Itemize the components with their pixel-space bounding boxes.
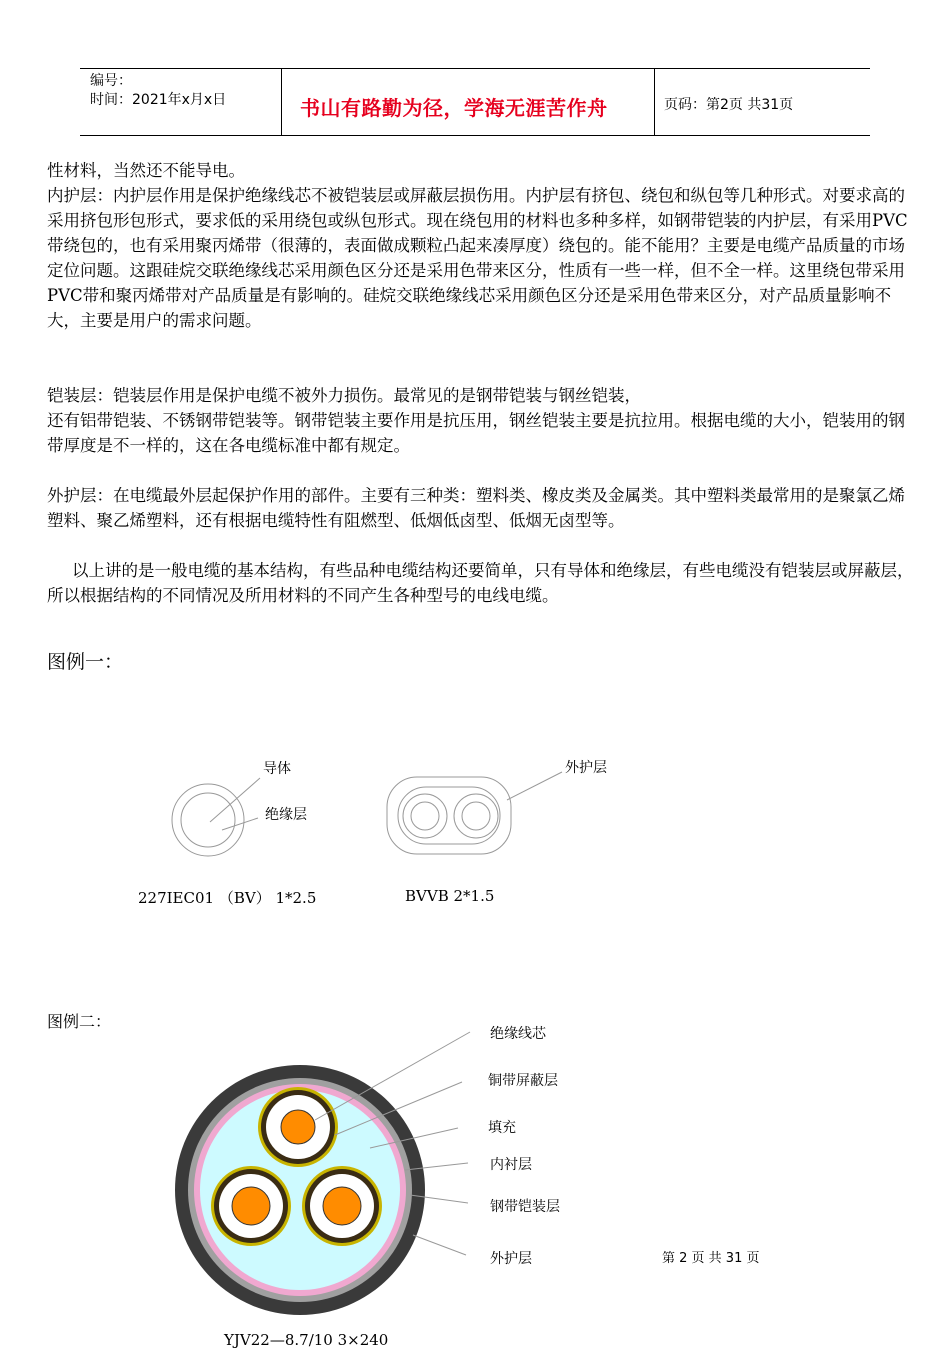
header-page-number: 页码：第2页 共31页: [664, 97, 794, 113]
page-footer: 第 2 页 共 31 页: [662, 1251, 760, 1266]
label-filler: 填充: [488, 1120, 516, 1136]
label-insulated-core: 绝缘线芯: [490, 1026, 546, 1042]
paragraph-armor-line1: 铠装层：铠装层作用是保护电缆不被外力损伤。最常见的是钢带铠装与钢丝铠装，: [47, 386, 641, 405]
label-conductor: 导体: [263, 761, 291, 777]
header-time: 时间：2021年x月x日: [90, 92, 227, 108]
label-outer-sheath-fig1: 外护层: [565, 760, 607, 776]
paragraph-1: 性材料，当然还不能导电。: [47, 161, 245, 180]
figure1-title: 图例一：: [47, 651, 124, 673]
core-top: [258, 1087, 338, 1167]
paragraph-inner-sheath: 内护层：内护层作用是保护绝缘线芯不被铠装层或屏蔽层损伤用。内护层有挤包、绕包和纵包等几种形式。对要求高的采用挤包形包形式，要求低的采用绕包或纵包形式。现在绕包用的材料也多种多样，如钢带铠装的内护层，有采用PVC带绕包的，也有采用聚丙烯带（很薄的，表面做成颗粒凸起来凑厚度）绕包的。能不能用？主要是电缆产品质量的市场定位问题。这跟硅烷交联绝缘线芯采用颜色区分还是采用色带来区分，性质有一些一样，但不全一样。这里绕包带采用PVC带和聚丙烯带对产品质量是有影响的。硅烷交联绝缘线芯采用颜色区分还是采用色带来区分，对产品质量影响不大，主要是用户的需求问题。: [47, 186, 908, 330]
header-motto: 书山有路勤为径，学海无涯苦作舟: [300, 96, 608, 120]
label-outer-sheath-fig2: 外护层: [490, 1251, 532, 1267]
figure2-cable-cross-section: [175, 1032, 470, 1315]
label-insulation: 绝缘层: [265, 807, 307, 823]
core-bottom-left: [211, 1166, 291, 1246]
paragraph-summary: 以上讲的是一般电缆的基本结构，有些品种电缆结构还要简单，只有导体和绝缘层，有些电缆没有铠装层或屏蔽层，所以根据结构的不同情况及所用材料的不同产生各种型号的电线电缆。: [47, 561, 914, 605]
label-inner-lining: 内衬层: [490, 1157, 532, 1173]
label-copper-shield: 铜带屏蔽层: [488, 1073, 558, 1089]
label-steel-armor: 钢带铠装层: [490, 1199, 560, 1215]
caption-yjv22: YJV22—8.7/10 3×240: [224, 1331, 389, 1349]
header-number: 编号：: [90, 73, 132, 89]
figure2-title: 图例二：: [47, 1012, 112, 1031]
figure1-flat-cable: [387, 772, 562, 854]
paragraph-armor-line2: 还有铝带铠装、不锈钢带铠装等。钢带铠装主要作用是抗压用，钢丝铠装主要是抗拉用。根据电缆的大小，铠装用的钢带厚度是不一样的，这在各电缆标准中都有规定。: [47, 411, 905, 455]
figure1-single-core: [172, 778, 260, 856]
core-bottom-right: [302, 1166, 382, 1246]
paragraph-outer-sheath: 外护层：在电缆最外层起保护作用的部件。主要有三种类：塑料类、橡皮类及金属类。其中塑料类最常用的是聚氯乙烯塑料、聚乙烯塑料，还有根据电缆特性有阻燃型、低烟低卤型、低烟无卤型等。: [47, 486, 905, 530]
caption-bv: 227IEC01 （BV） 1*2.5: [138, 889, 317, 907]
caption-bvvb: BVVB 2*1.5: [405, 887, 495, 905]
